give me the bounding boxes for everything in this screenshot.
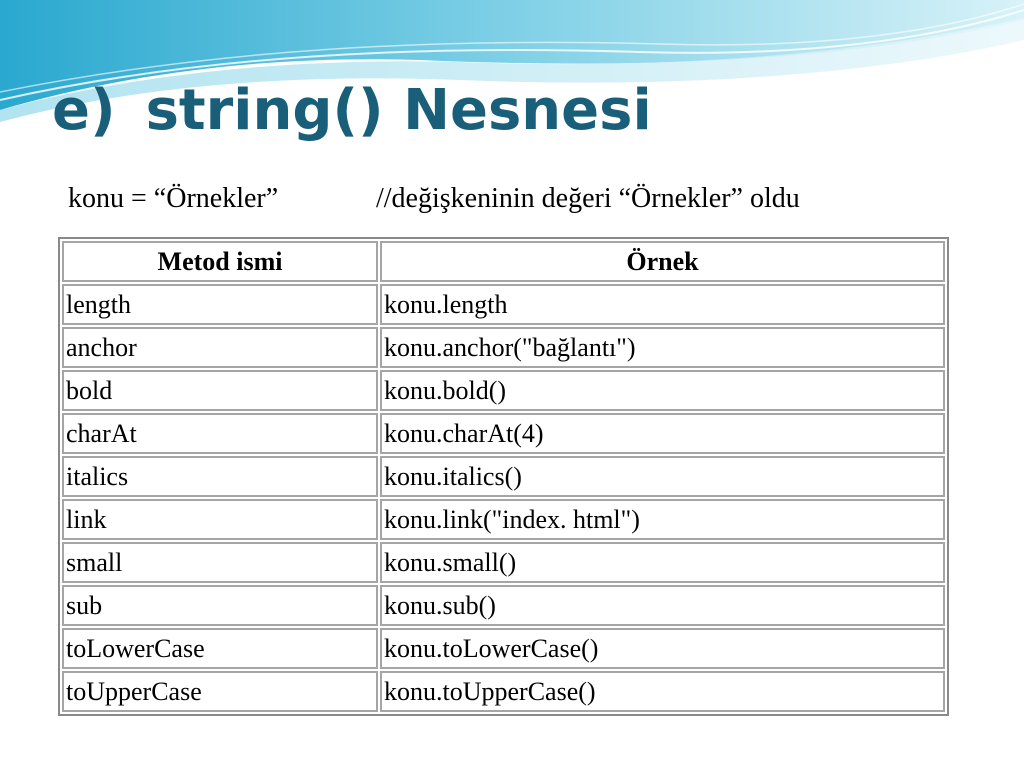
method-name-cell: charAt — [62, 413, 378, 454]
table-row — [62, 327, 945, 368]
table-row — [62, 413, 945, 454]
method-example-cell: konu.italics() — [380, 456, 945, 497]
method-name-cell: italics — [62, 456, 378, 497]
code-comment: //değişkeninin değeri “Örnekler” oldu — [376, 183, 800, 214]
table-header-row — [62, 241, 945, 282]
page-title — [52, 78, 652, 143]
code-assignment: konu = “Örnekler” — [68, 183, 279, 214]
table-row — [62, 370, 945, 411]
table-row — [62, 585, 945, 626]
table-row — [62, 542, 945, 583]
column-header-example: Örnek — [380, 241, 945, 282]
column-header-method: Metod ismi — [62, 241, 378, 282]
method-example-cell: konu.link("index. html") — [380, 499, 945, 540]
method-example-cell: konu.toLowerCase() — [380, 628, 945, 669]
method-example-cell: konu.charAt(4) — [380, 413, 945, 454]
method-name-cell: link — [62, 499, 378, 540]
table-row — [62, 628, 945, 669]
code-example-line — [68, 183, 800, 215]
method-example-cell: konu.sub() — [380, 585, 945, 626]
method-name-cell: small — [62, 542, 378, 583]
methods-table — [58, 237, 949, 716]
method-name-cell: anchor — [62, 327, 378, 368]
title-text: string() Nesnesi — [145, 78, 652, 143]
method-name-cell: toLowerCase — [62, 628, 378, 669]
method-example-cell: konu.small() — [380, 542, 945, 583]
table-row — [62, 671, 945, 712]
title-number: e) — [52, 78, 116, 143]
method-example-cell: konu.bold() — [380, 370, 945, 411]
table-row — [62, 499, 945, 540]
method-example-cell: konu.length — [380, 284, 945, 325]
method-name-cell: bold — [62, 370, 378, 411]
method-name-cell: toUpperCase — [62, 671, 378, 712]
method-name-cell: sub — [62, 585, 378, 626]
table-row — [62, 284, 945, 325]
method-name-cell: length — [62, 284, 378, 325]
method-example-cell: konu.anchor("bağlantı") — [380, 327, 945, 368]
method-example-cell: konu.toUpperCase() — [380, 671, 945, 712]
table-row — [62, 456, 945, 497]
